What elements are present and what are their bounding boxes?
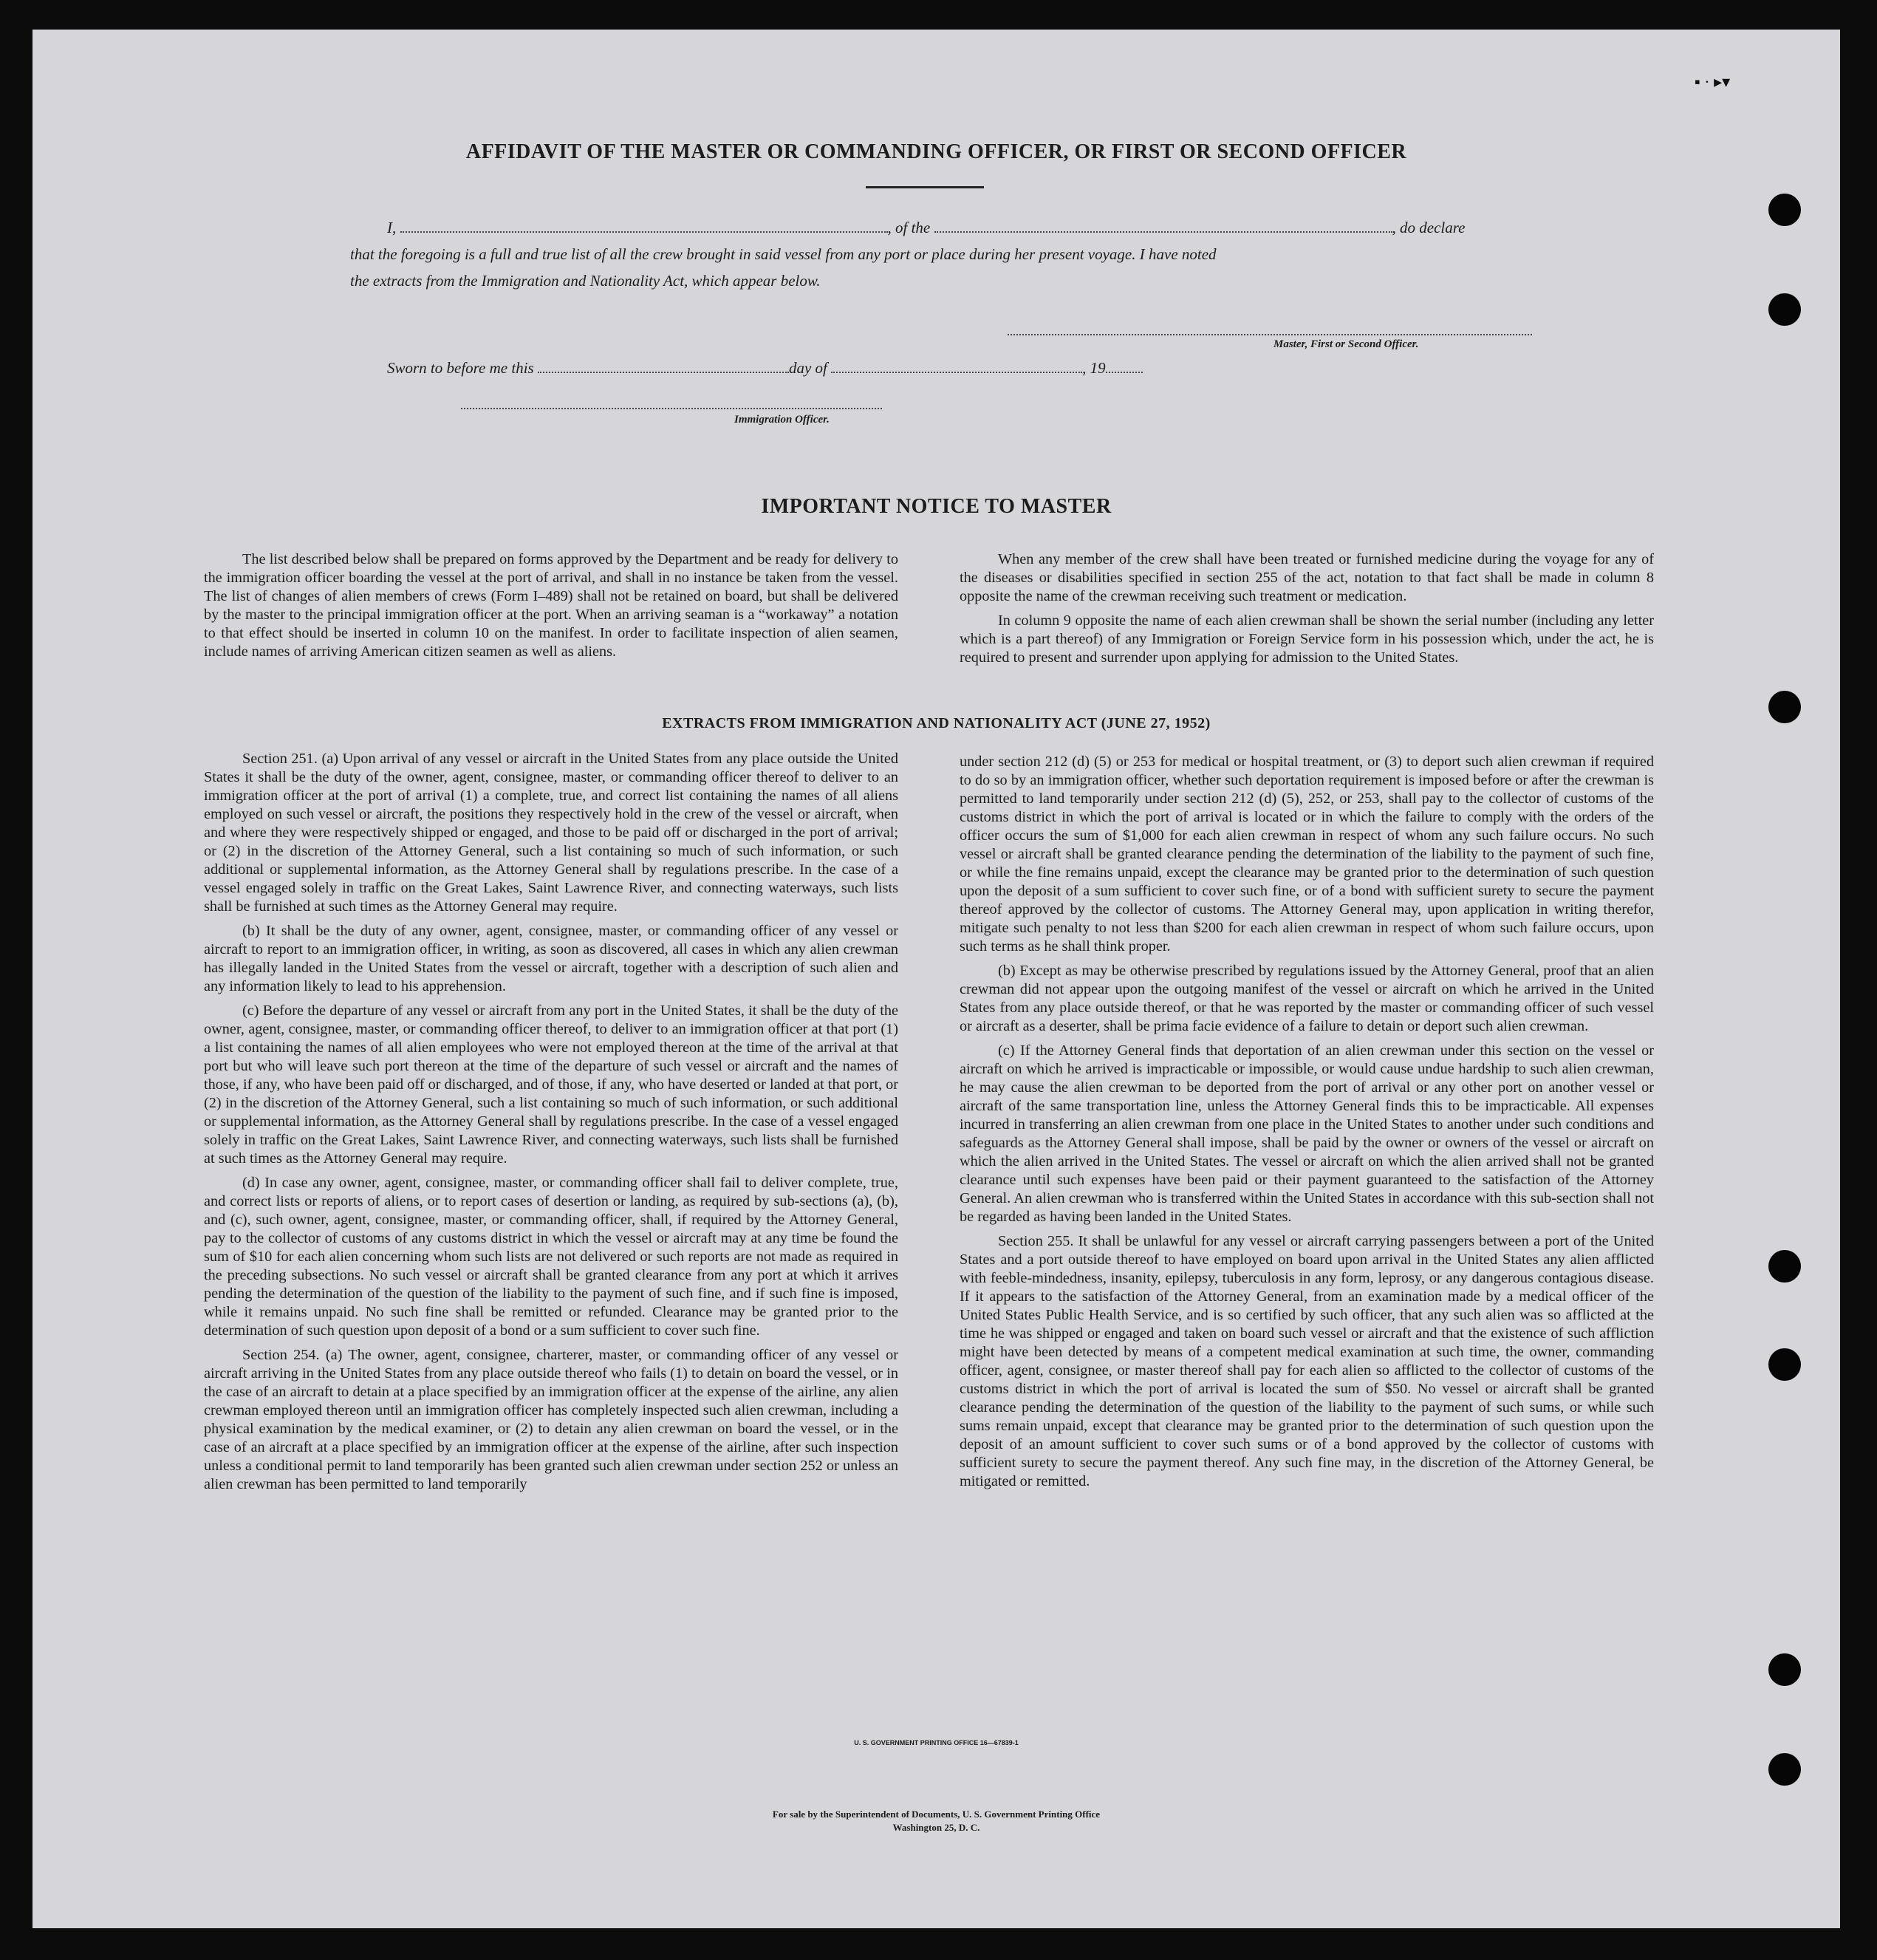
immigration-officer-signature-line[interactable] [461,408,882,409]
statute-paragraph: (d) In case any owner, agent, consignee, master, or commanding officer shall fail to deliver complete, true, and correct lists or reports of aliens, or to report cases of desertion or landing, as required by sub-sections (a), (b), and (c), such owner, agent, consignee, master, or commanding officer, shall, if required by the Attorney General, pay to the collector of customs of any customs district in which the vessel or aircraft may at any time be found the sum of $10 for each alien concerning whom such lists are not delivered or such reports are not made as required in the preceding subsections. No such vessel or aircraft shall be granted clearance from any port at which it arrives pending the determination of the question of the liability to the payment of such fine, and if such fine is imposed, while it remains unpaid. No such fine shall be remitted or refunded. Clearance may be granted prior to the determination of such question upon deposit of a bond or a sum sufficient to cover such fine. [204,1175,898,1339]
printing-office-imprint: U. S. GOVERNMENT PRINTING OFFICE 16—67839-1 [854,1739,1019,1746]
sworn-date-field[interactable] [538,358,789,373]
statute-paragraph: (c) If the Attorney General finds that deportation of an alien crewman under this section on the vessel or aircraft on which he arrived is impracticable or impossible, or would cause undue hardship to such alien crewman, he may cause the alien crewman to be deported from the port of arrival or any other port on another vessel or aircraft of the same transportation line, unless the Attorney General finds this to be impracticable. All expenses incurred in transferring an alien crewman from one place in the United States to another under such conditions and safeguards as the Attorney General shall impose, shall be paid by the owner or owners of the vessel or aircraft on which the alien arrived in the United States. The vessel or aircraft on which the alien arrived shall not be granted clearance until such expenses have been paid or their payment guaranteed to the satisfaction of the Attorney General. An alien crewman who is transferred within the United States in accordance with this sub-section shall not be regarded as having been landed in the United States. [960,1042,1654,1225]
statute-paragraph: (b) It shall be the duty of any owner, agent, consignee, master, or commanding officer of any vessel or aircraft to report to an immigration officer, in writing, as soon as discovered, all cases in which any alien crewman has illegally landed in the United States from the vessel or aircraft, together with a description of such alien and any information likely to lead to his apprehension. [204,923,898,994]
master-signature-caption: Master, First or Second Officer. [1273,338,1419,350]
extracts-title: EXTRACTS FROM IMMIGRATION AND NATIONALITY ACT (JUNE 27, 1952) [662,715,1211,731]
binder-hole [1768,1348,1801,1381]
binder-hole [1768,1653,1801,1686]
affidavit-title: AFFIDAVIT OF THE MASTER OR COMMANDING OFFICER, OR FIRST OR SECOND OFFICER [465,140,1407,163]
statute-paragraph: Section 254. (a) The owner, agent, consignee, charterer, master, or commanding officer of any vessel or aircraft arriving in the United States from any place outside thereof who fails (1) to detain on board the vessel, or in the case of an aircraft to detain at a place specified by an immigration officer at the expense of the airline, any alien crewman employed thereon until an immigration officer has completely inspected such alien crewman, including a physical examination by the medical examiner, or (2) to detain any alien crewman on board the vessel, or in the case of an aircraft at a place specified by an immigration officer at the expense of the airline, after such inspection unless a conditional permit to land temporarily has been granted such alien crewman under section 252 or unless an alien crewman has been permitted to land temporarily [204,1347,898,1492]
sworn-year-field[interactable] [1106,358,1143,373]
declarant-name-field[interactable] [400,217,888,233]
day-of-text: day of [788,359,827,377]
form-page [33,30,1840,1928]
sale-notice-line-1: For sale by the Superintendent of Documents, U. S. Government Printing Office [772,1809,1101,1820]
notice-right-column [960,550,1654,673]
statute-paragraph: (b) Except as may be otherwise prescribed by regulations issued by the Attorney General, proof that an alien crewman did not appear upon the outgoing manifest of the vessel or aircraft on which he arrived in the United States from any place outside thereof, or that he was reported by the master or commanding officer of such vessel or aircraft as a deserter, shall be prima facie evidence of a failure to detain or deport such alien crewman. [960,963,1654,1034]
notice-paragraph: When any member of the crew shall have been treated or furnished medicine during the voyage for any of the diseases or disabilities specified in section 255 of the act, notation to that fact shall be made in column 8 opposite the name of the crewman receiving such treatment or medication. [960,551,1654,604]
declaration-line-3: the extracts from the Immigration and Nationality Act, which appear below. [350,272,821,290]
sworn-month-field[interactable] [831,358,1082,373]
binder-hole [1768,1250,1801,1283]
master-signature-line[interactable] [1008,334,1532,335]
notice-paragraph: In column 9 opposite the name of each alien crewman shall be shown the serial number (including any letter which is a part thereof) of any Immigration or Foreign Service form in his possession which, under the act, he is required to present and surrender upon applying for admission to the United States. [960,612,1654,666]
title-divider [866,186,984,188]
binder-hole [1768,1753,1801,1786]
declaration-line-2: that the foregoing is a full and true list of all the crew brought in said vessel from any port or place during her present voyage. I have noted [350,245,1217,263]
extracts-left-column [204,750,898,1500]
statute-paragraph: Section 255. It shall be unlawful for any vessel or aircraft carrying passengers between a port of the United States and a port outside thereof to have employed on board upon arrival in the United States any alien afflicted with feeble-mindedness, insanity, epilepsy, tuberculosis in any form, leprosy, or any dangerous contagious disease. If it appears to the satisfaction of the Attorney General, from an examination made by a medical officer of the United States Public Health Service, and is so certified by such officer, that any such alien was so afflicted at the time he was shipped or engaged and taken on board such vessel or aircraft and that the existence of such affliction might have been detected by means of a competent medical examination at such time, the owner, commanding officer, agent, consignee, or master thereof shall pay for each alien so afflicted to the collector of customs of the customs district in which the port of arrival is located the sum of $50. No vessel or aircraft shall be granted clearance pending the determination of the question of the liability to the payment of such sums, or while such sums remain unpaid, except that clearance may be granted prior to the determination of such question upon the deposit of an amount sufficient to cover such sums or of a bond approved by the collector of customs with sufficient surety to secure the payment thereof. Any such fine may, in the discretion of the Attorney General, be mitigated or remitted. [960,1233,1654,1489]
declarant-prefix: I, [387,219,397,236]
notice-title: IMPORTANT NOTICE TO MASTER [761,495,1112,518]
immigration-officer-caption: Immigration Officer. [734,414,830,426]
declaration-line-1 [387,214,1465,241]
sworn-prefix: Sworn to before me this [387,359,534,377]
vessel-name-field[interactable] [934,217,1392,233]
year-prefix: , 19 [1082,359,1106,377]
sworn-line [387,355,1143,381]
binder-hole [1768,194,1801,226]
sale-notice-line-2: Washington 25, D. C. [892,1822,980,1833]
declare-text: , do declare [1392,219,1466,236]
notice-paragraph: The list described below shall be prepared on forms approved by the Department and be ready for delivery to the immigration officer boarding the vessel at the port of arrival, and shall in no instance be taken from the vessel. The list of changes of alien members of crews (Form I–489) shall not be retained on board, but shall be delivered by the master to the principal immigration officer at the port. When an arriving seaman is a “workaway” a notation to that effect should be inserted in column 10 on the manifest. In order to facilitate inspection of alien seamen, include names of arriving American citizen seamen as well as aliens. [204,551,898,660]
notice-left-column [204,550,898,667]
binder-hole [1768,293,1801,326]
statute-paragraph: under section 212 (d) (5) or 253 for medical or hospital treatment, or (3) to deport such alien crewman if required to do so by an immigration officer, whether such deportation requirement is imposed before or after the crewman is permitted to land temporarily under section 212 (d) (5), 252, or 253, shall pay to the collector of customs of the customs district in which the port of arrival is located or in which the failure to comply with the orders of the officer occurs the sum of $1,000 for each alien crewman in respect of whom any such failure occurs. No such vessel or aircraft shall be granted clearance pending the determination of the liability to the payment of such fine, or while the fine remains unpaid, except the clearance may be granted prior to the determination of such question upon the deposit of a sum sufficient to cover such fine, or of a bond with sufficient surety to secure the payment thereof approved by the collector of customs. The Attorney General may, upon application in writing therefor, mitigate such penalty to not less than $200 for each alien crewman in respect of whom such failure occurs, upon such terms as he shall think proper. [960,754,1654,955]
statute-paragraph: (c) Before the departure of any vessel or aircraft from any port in the United States, it shall be the duty of the owner, agent, consignee, master, or commanding officer thereof, to deliver to an immigration officer at that port (1) a list containing the names of all alien employees who were not employed thereon at the time of the arrival at that port but who will leave such port thereon at the time of the departure of such vessel or aircraft and the names of those, if any, who have been paid off or discharged, and of those, if any, who have deserted or landed at that port, or (2) in the discretion of the Attorney General, such a list containing so much of such information, or such additional or supplemental information, as the Attorney General shall by regulations prescribe. In the case of a vessel engaged solely in traffic on the Great Lakes, Saint Lawrence River, and connecting waterways, such lists shall be furnished at such times as the Attorney General may require. [204,1003,898,1167]
extracts-right-column [960,753,1654,1497]
vessel-prefix: , of the [887,219,931,236]
corner-marks: ▪ · ▸▾ [1695,72,1731,91]
statute-paragraph: Section 251. (a) Upon arrival of any vessel or aircraft in the United States from any place outside the United States it shall be the duty of the owner, agent, consignee, master, or commanding officer thereof to deliver to an immigration officer at the port of arrival (1) a complete, true, and correct list containing the names of all aliens employed on such vessel or aircraft, the positions they respectively hold in the crew of the vessel or aircraft, when and where they were respectively shipped or engaged, and those to be paid off or discharged in the port of arrival; or (2) in the discretion of the Attorney General, such a list containing so much of such information, or such additional or supplemental information, as the Attorney General shall by regulations prescribe. In the case of a vessel engaged solely in traffic on the Great Lakes, Saint Lawrence River, and connecting waterways, such lists shall be furnished at such times as the Attorney General may require. [204,751,898,915]
